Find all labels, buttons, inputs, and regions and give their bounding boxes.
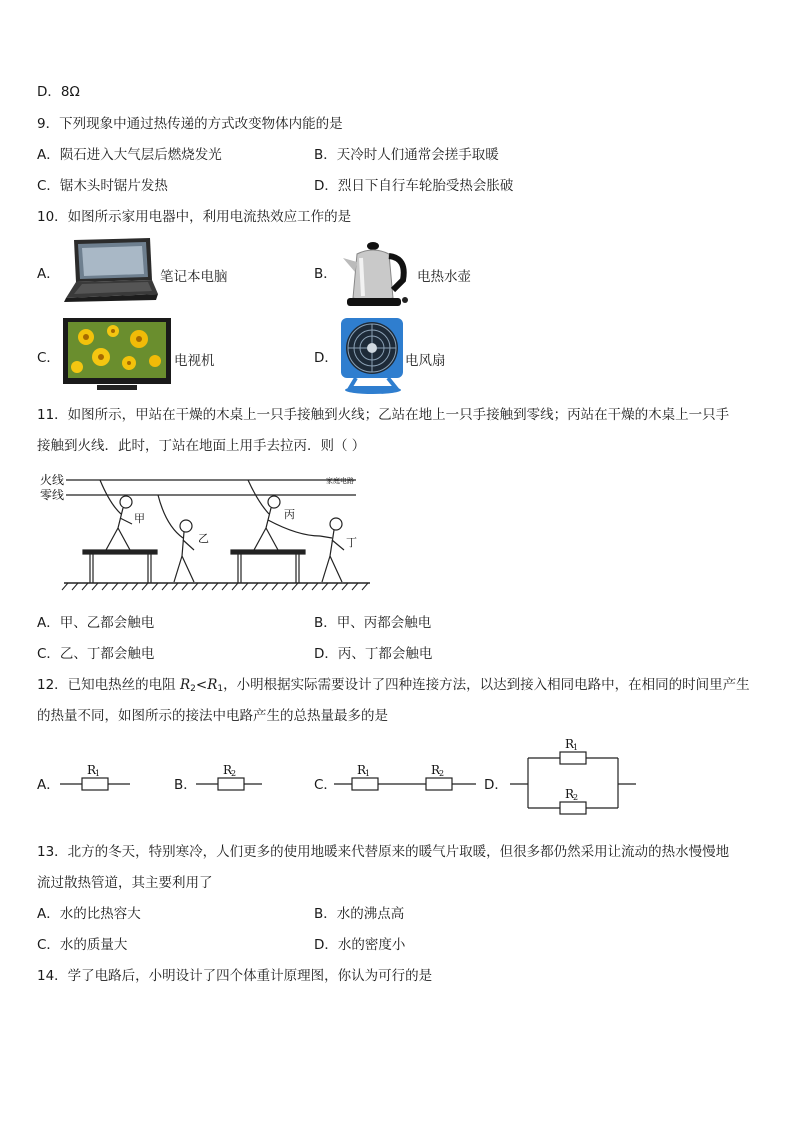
q9-option-a: A．陨石进入大气层后燃烧发光 — [37, 147, 222, 163]
q9-option-c: C．锯木头时锯片发热 — [37, 178, 168, 194]
q12-option-d: D． — [484, 777, 508, 793]
fan-icon — [338, 316, 408, 396]
q8-option-d: D．8Ω — [37, 84, 80, 100]
svg-text:R: R — [565, 737, 575, 751]
q10-option-c-caption: 电视机 — [174, 353, 215, 369]
svg-text:R: R — [87, 763, 97, 777]
q10-option-a-caption: 笔记本电脑 — [160, 269, 228, 285]
person-yi-label: 乙 — [198, 532, 209, 545]
q9-stem: 9．下列现象中通过热传递的方式改变物体内能的是 — [37, 116, 343, 132]
q10-option-b-letter: B． — [314, 266, 337, 282]
svg-text:R: R — [431, 763, 441, 777]
q14-stem: 14．学了电路后，小明设计了四个体重计原理图，你认为可行的是 — [37, 968, 433, 984]
svg-text:R: R — [565, 787, 575, 801]
person-bing-label: 丙 — [284, 508, 295, 521]
q13-option-c: C．水的质量大 — [37, 937, 128, 953]
q10-option-b-caption: 电热水壶 — [417, 269, 471, 285]
svg-text:R: R — [223, 763, 233, 777]
q13-option-b: B．水的沸点高 — [314, 906, 405, 922]
circuit-label: 家庭电路 — [326, 477, 354, 485]
q10-option-d-caption: 电风扇 — [405, 353, 446, 369]
q11-option-c: C．乙、丁都会触电 — [37, 646, 155, 662]
circuit-d-parallel — [508, 736, 638, 816]
q10-option-c-letter: C． — [37, 350, 60, 366]
neutral-wire-label: 零线 — [40, 488, 65, 502]
q12-option-c: C． — [314, 777, 337, 793]
tv-icon — [61, 317, 173, 393]
q13-stem-line1: 13．北方的冬天，特别寒冷，人们更多的使用地暖来代替原来的暖气片取暖，但很多都仍然采用让流动的热水慢慢地 — [37, 844, 730, 860]
circuit-a-r1 — [60, 760, 132, 796]
q10-option-d-letter: D． — [314, 350, 338, 366]
q9-option-d: D．烈日下自行车轮胎受热会胀破 — [314, 178, 514, 194]
q13-option-d: D．水的密度小 — [314, 937, 406, 953]
q11-option-b: B．甲、丙都会触电 — [314, 615, 432, 631]
svg-text:1: 1 — [365, 769, 371, 778]
q12-option-b: B． — [174, 777, 197, 793]
q13-option-a: A．水的比热容大 — [37, 906, 141, 922]
q10-stem: 10．如图所示家用电器中，利用电流热效应工作的是 — [37, 209, 352, 225]
q11-option-d: D．丙、丁都会触电 — [314, 646, 433, 662]
q13-stem-line2: 流过散热管道，其主要利用了 — [37, 875, 213, 891]
person-jia-label: 甲 — [134, 512, 145, 525]
svg-text:2: 2 — [231, 769, 237, 778]
q11-stem-line2: 接触到火线．此时，丁站在地面上用手去拉丙．则（ ） — [37, 438, 366, 454]
q9-option-b: B．天冷时人们通常会搓手取暖 — [314, 147, 499, 163]
svg-text:1: 1 — [573, 743, 579, 752]
svg-text:2: 2 — [439, 769, 445, 778]
live-wire-label: 火线 — [40, 473, 65, 487]
kettle-icon — [337, 236, 417, 312]
svg-text:R: R — [357, 763, 367, 777]
laptop-icon — [60, 236, 160, 306]
person-ding-label: 丁 — [346, 536, 357, 549]
circuit-b-r2 — [196, 760, 268, 796]
q12-stem-line1: 12．已知电热丝的电阻 $R_2<R_1$，小明根据实际需要设计了四种连接方法，以达到接入相同电路中，在相同的时间里产生 — [37, 677, 750, 694]
q11-stem-line1: 11．如图所示，甲站在干燥的木桌上一只手接触到火线；乙站在地上一只手接触到零线；丙站在干燥的木桌上一只手 — [37, 407, 730, 423]
q11-option-a: A．甲、乙都会触电 — [37, 615, 155, 631]
q12-option-a: A． — [37, 777, 60, 793]
q10-option-a-letter: A． — [37, 266, 60, 282]
svg-text:1: 1 — [95, 769, 101, 778]
svg-text:2: 2 — [573, 793, 579, 802]
electric-shock-figure — [38, 466, 378, 594]
circuit-c-series — [334, 760, 480, 796]
q12-stem-line2: 的热量不同，如图所示的接法中电路产生的总热量最多的是 — [37, 708, 388, 724]
